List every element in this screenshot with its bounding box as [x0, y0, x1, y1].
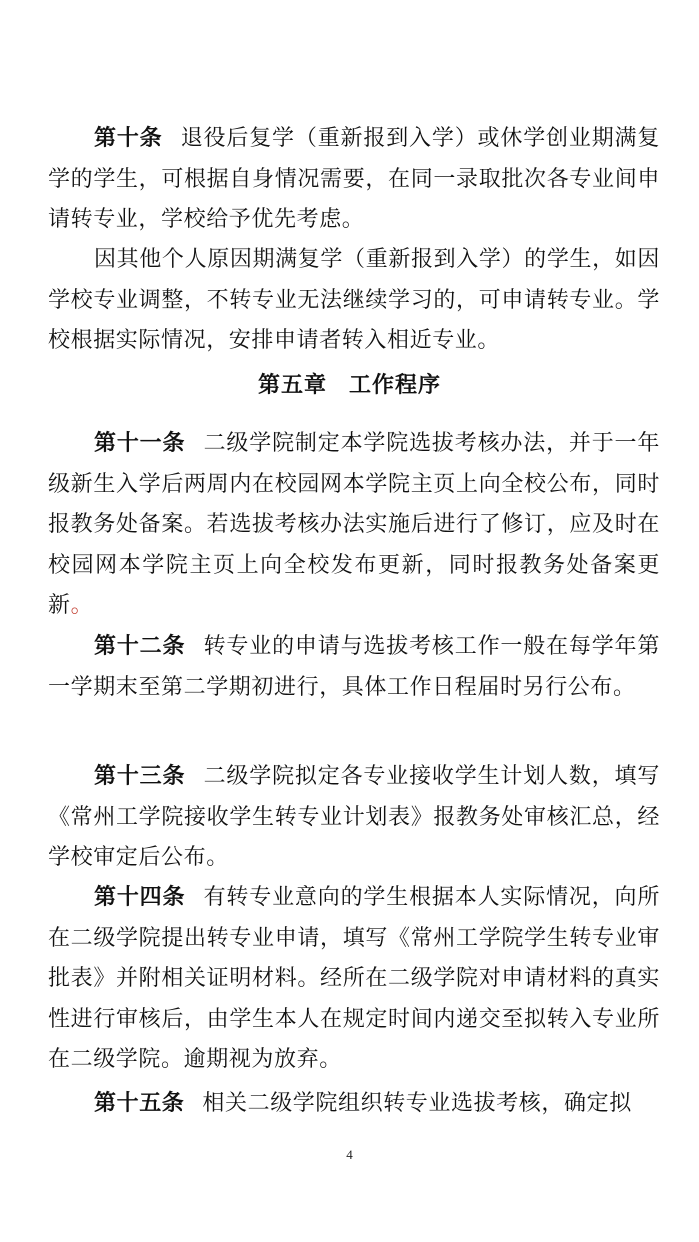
article-15 [48, 1083, 660, 1125]
article-10-paragraph-2 [48, 240, 660, 362]
chapter-title: 工作程序 [349, 372, 442, 398]
article-heading: 第十一条 [94, 430, 186, 456]
article-11 [48, 423, 660, 627]
article-13 [48, 756, 660, 879]
article-heading: 第十五条 [94, 1090, 185, 1116]
page-number: 4 [346, 1147, 353, 1162]
article-body: 二级学院拟定各专业接收学生计划人数，填写《常州工学院接收学生转专业计划表》报教务处审核汇总，经学校审定后公布。 [48, 764, 660, 870]
article-10 [48, 118, 660, 241]
article-body: 相关二级学院组织转专业选拔考核，确定拟 [202, 1091, 632, 1116]
article-body: 因其他个人原因期满复学（重新报到入学）的学生，如因学校专业调整，不转专业无法继续学习的，可申请转专业。学校根据实际情况，安排申请者转入相近专业。 [48, 247, 660, 353]
article-body: 转专业的申请与选拔考核工作一般在每学年第一学期末至第二学期初进行，具体工作日程届时另行公布。 [48, 634, 660, 700]
article-body: 二级学院制定本学院选拔考核办法，并于一年级新生入学后两周内在校园网本学院主页上向全校公布，同时报教务处备案。若选拔考核办法实施后进行了修订，应及时在校园网本学院主页上向全校发布更新，同时报教务处备案更新 [48, 431, 660, 618]
article-heading: 第十三条 [94, 763, 186, 789]
chapter-heading [0, 368, 699, 399]
article-heading: 第十四条 [94, 884, 186, 910]
article-body: 有转专业意向的学生根据本人实际情况，向所在二级学院提出转专业申请，填写《常州工学院学生转专业审批表》并附相关证明材料。经所在二级学院对申请材料的真实性进行审核后，由学生本人在规定时间内递交至拟转入专业所在二级学院。逾期视为放弃。 [48, 885, 660, 1072]
article-body: 退役后复学（重新报到入学）或休学创业期满复学的学生，可根据自身情况需要，在同一录取批次各专业间申请转专业，学校给予优先考虑。 [48, 126, 660, 232]
chapter-number: 第五章 [257, 372, 327, 398]
article-12 [48, 626, 660, 708]
article-body-tail: 。 [70, 593, 94, 618]
article-14 [48, 877, 660, 1081]
article-heading: 第十二条 [94, 633, 186, 659]
article-heading: 第十条 [94, 125, 163, 151]
